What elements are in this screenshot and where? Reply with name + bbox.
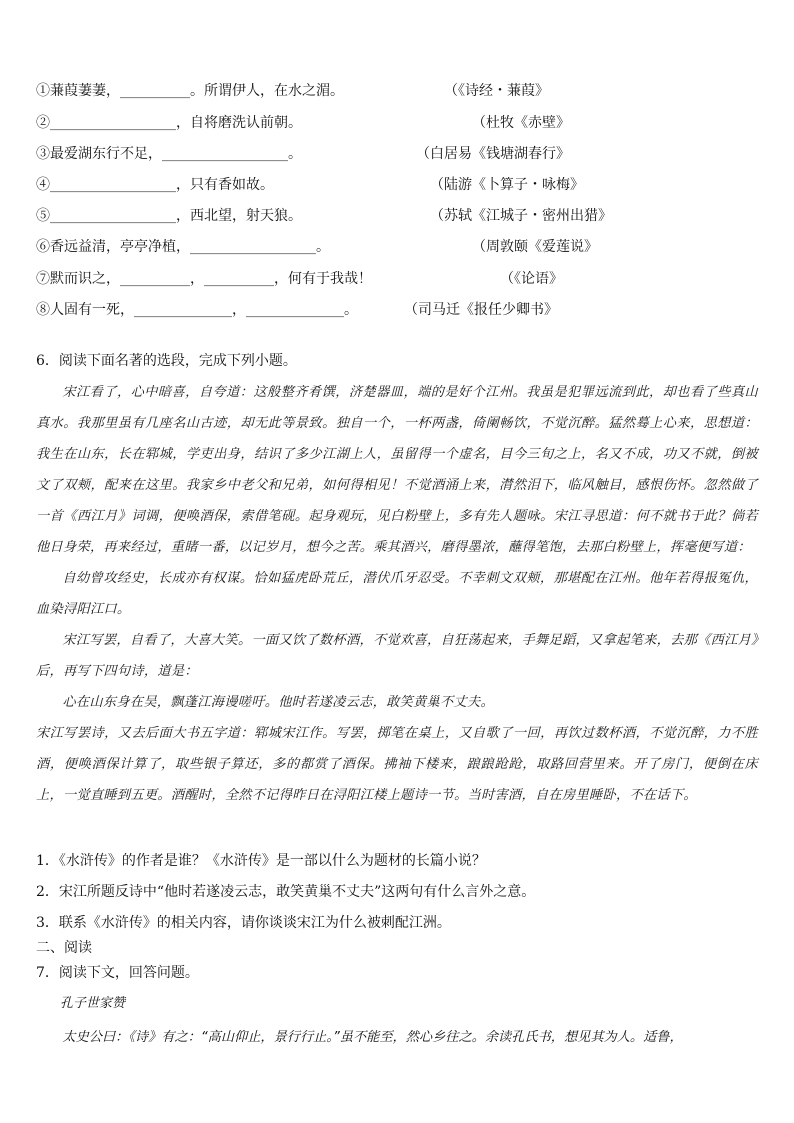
fill-source-4: （陆游《卜算子・咏梅》 <box>430 177 584 193</box>
fill-source-2: （杜牧《赤壁》 <box>472 115 570 131</box>
fill-line-6: ⑥香远益清，亭亭净植，__________________。 <box>36 239 330 255</box>
question-7-heading: 7．阅读下文，回答问题。 <box>36 965 199 981</box>
section-heading-reading: 二、阅读 <box>36 940 92 956</box>
fill-line-8: ⑧人固有一死，______________，______________。 <box>36 302 358 318</box>
fill-source-5: （苏轼《江城子・密州出猎》 <box>430 208 612 224</box>
fill-line-1: ①蒹葭萋萋，__________。所谓伊人，在水之湄。 <box>36 83 344 99</box>
passage-ci-poem: 自幼曾攻经史，长成亦有权谋。恰如猛虎卧荒丘，潜伏爪牙忍受。不幸刺文双颊，那堪配在江州。他年若得报冤仇，血染浔阳江口。 <box>36 571 758 617</box>
fill-source-7: （《论语》 <box>500 271 563 287</box>
question-7-first-line: 太史公曰：《诗》有之：“高山仰止，景行行止。”虽不能至，然心乡往之。余读孔氏书，想见其为人。适鲁， <box>62 1030 683 1045</box>
fill-source-1: （《诗经・蒹葭》 <box>444 83 549 99</box>
fill-line-4: ④__________________，只有香如故。 <box>36 177 274 193</box>
question-6-sub-3: 3．联系《水浒传》的相关内容，请你谈谈宋江为什么被刺配江洲。 <box>36 915 451 931</box>
question-6-heading: 6．阅读下面名著的选段，完成下列小题。 <box>36 353 297 369</box>
fill-line-2: ②__________________，自将磨洗认前朝。 <box>36 115 302 131</box>
fill-source-3: （白居易《钱塘湖春行》 <box>416 146 570 162</box>
fill-line-7: ⑦默而识之，__________，__________，何有于我哉！ <box>36 271 372 287</box>
question-6-passage <box>36 377 758 811</box>
passage-shi-poem: 心在山东身在吴，飘蓬江海谩嗟吁。他时若遂凌云志，敢笑黄巢不丈夫。 <box>62 695 494 710</box>
fill-source-6: （周敦颐《爱莲说》 <box>472 239 598 255</box>
question-7-title: 孔子世家赞 <box>60 996 126 1011</box>
passage-paragraph-1: 宋江看了，心中暗喜，自夸道：这般整齐肴馔，济楚器皿，端的是好个江州。我虽是犯罪远流到此，却也看了些真山真水。我那里虽有几座名山古迹，却无此等景致。独自一个，一杯两盏，倚阑畅饮，不觉沉醉。猛然蓦上心来，思想道：我生在山东，长在郓城，学吏出身，结识了多少江湖上人，虽留得一个虚名，目今三旬之上，名又不成，功又不就，倒被文了双颊，配来在这里。我家乡中老父和兄弟，如何得相见！不觉酒涌上来，潸然泪下，临风触目，感恨伤怀。忽然做了一首《西江月》词调，便唤酒保，索借笔砚。起身观玩，见白粉壁上，多有先人题咏。宋江寻思道：何不就书于此？倘若他日身荣，再来经过，重睹一番，以记岁月，想今之苦。乘其酒兴，磨得墨浓，蘸得笔饱，去那白粉壁上，挥毫便写道： <box>36 385 758 555</box>
fill-source-8: （司马迁《报任少卿书》 <box>404 302 558 318</box>
question-6-sub-1: 1．《水浒传》的作者是谁？《水浒传》是一部以什么为题材的长篇小说？ <box>36 853 486 869</box>
question-6-sub-2: 2．宋江所题反诗中“他时若遂凌云志，敢笑黄巢不丈夫”这两句有什么言外之意。 <box>36 884 536 900</box>
fill-line-3: ③最爱湖东行不足，__________________。 <box>36 146 302 162</box>
passage-paragraph-2: 宋江写罢，自看了，大喜大笑。一面又饮了数杯酒，不觉欢喜，自狂荡起来，手舞足蹈，又拿起笔来，去那《西江月》后，再写下四句诗，道是： <box>36 633 758 679</box>
passage-paragraph-3: 宋江写罢诗，又去后面大书五字道：郓城宋江作。写罢，掷笔在桌上，又自歌了一回，再饮过数杯酒，不觉沉醉，力不胜酒，便唤酒保计算了，取些银子算还，多的都赏了酒保。拂袖下楼来，踉踉跄跄，取路回营里来。开了房门，便倒在床上，一觉直睡到五更。酒醒时，全然不记得昨日在浔阳江楼上题诗一节。当时害酒，自在房里睡卧，不在话下。 <box>36 726 758 803</box>
fill-line-5: ⑤__________________，西北望，射天狼。 <box>36 208 302 224</box>
